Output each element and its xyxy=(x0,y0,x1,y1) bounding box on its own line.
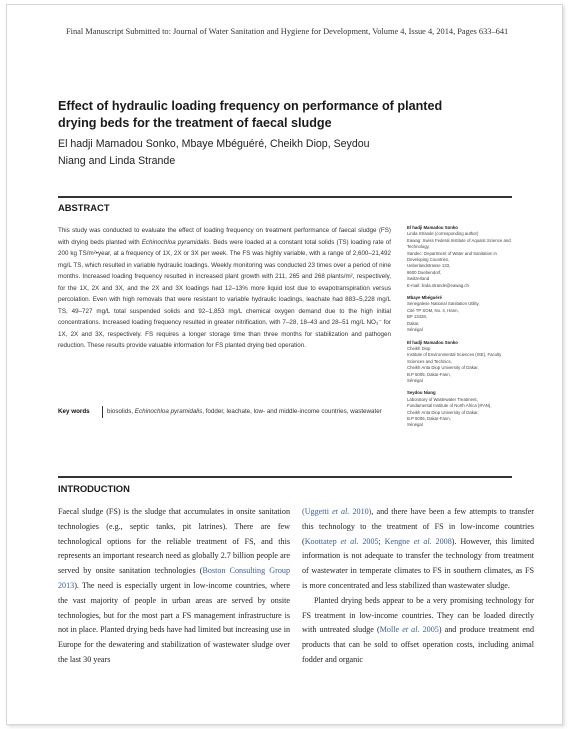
intro-paragraph xyxy=(302,505,534,594)
introduction-rule xyxy=(58,476,512,478)
intro-text: Faecal sludge (FS) is the sludge that accumulates in onsite sanitation technologies (e.g., septic tanks, pit latrines). There are few technological options for the reliable treatment of FS, and this represents an important research need as globally 2.7 billion people are served by onsite sanitation technologies ( xyxy=(58,507,290,576)
affiliation-line: Senegalese National Sanitation Utility, xyxy=(407,301,480,307)
affiliation-block xyxy=(407,295,512,333)
affiliation-line: Institute of Environmental Sciences (ISE), Faculty Sciences and Technics, xyxy=(407,352,502,364)
affiliation-line: Dakar, xyxy=(407,320,420,326)
affiliation-line: Sénégal xyxy=(407,422,423,428)
citation-link[interactable] xyxy=(302,507,371,516)
article-title: Effect of hydraulic loading frequency on performance of planted drying beds for the treatment of faecal sludge xyxy=(58,99,443,130)
keywords-text xyxy=(102,406,397,418)
intro-text: , and there have been a few attempts to transfer this technology to the treatment of FS in low-income countries ( xyxy=(302,507,534,546)
abstract-body xyxy=(58,225,391,352)
affiliation-name: Mbaye Mbéguéré xyxy=(407,295,442,301)
affiliation-line: Ueberlandstrasse 133, xyxy=(407,263,451,269)
citation-author: Kengne xyxy=(384,536,414,546)
keywords-species: Echinochloa pyramidalis xyxy=(134,408,203,415)
affiliation-line: Cheikh Anta Diop University of Dakar, xyxy=(407,409,479,415)
affiliation-line: Linda Strande (corresponding author) xyxy=(407,231,479,237)
citation-year: 2005 xyxy=(358,536,379,546)
citation-separator: ; xyxy=(378,536,385,546)
affiliation-line: Cheikh Diop xyxy=(407,345,431,351)
intro-text: ) and produce treatment end products that can be sold to offset operation costs, including animal fodder and organic xyxy=(302,625,535,664)
keywords-text-1: biosolids, xyxy=(107,408,135,415)
affiliation-line: Cité TP SOM, No. 4, Hann, xyxy=(407,307,459,313)
affiliation-line: Sénégal xyxy=(407,327,423,333)
affiliation-line: B.P 5005, Dakar-Fann, xyxy=(407,371,451,377)
affiliation-line: Switzerland xyxy=(407,276,430,282)
keywords-label: Key words xyxy=(58,408,90,415)
intro-text: ). However, this limited information is not adequate to transfer the technology from treatment of wastewater in temperate climates to FS in southern climates, as FS is more concentrated and less stabilized than wastewater sludge. xyxy=(302,536,535,590)
affiliation-block xyxy=(407,340,512,385)
intro-paragraph xyxy=(302,594,534,668)
affiliation-line: 8600 Duebendorf, xyxy=(407,269,442,275)
citation-year: 2005 xyxy=(419,625,439,635)
affiliation-block xyxy=(407,225,512,289)
citation-link[interactable] xyxy=(305,537,379,546)
affiliation-line: Eawag: Swiss Federal Institute of Aquatic Science and Technology, xyxy=(407,237,511,250)
affiliation-name: El hadji Mamadou Sonko xyxy=(407,225,458,230)
affiliation-line: Fundamental Institute of North Africa (IFAN), xyxy=(407,403,492,409)
citation-author: (Uggetti xyxy=(302,507,333,516)
intro-text: ). The need is especially urgent in low-income countries, where the vast majority of people in urban areas are served by onsite technologies, but for the most part a FS management infrastructure is not in place. Planted drying beds have had limited but increasing use in Europe for the dewatering and stabilization of wastewater sludge over the last 30 years xyxy=(58,580,290,664)
citation-etal: et al. xyxy=(340,536,359,546)
affiliation-line: Laboratory of Wastewater Treatment, xyxy=(407,396,478,402)
running-header: Final Manuscript Submitted to: Journal of Water Sanitation and Hygiene for Development, Volume 4, Issue 4, 2014, Pages 633–641 xyxy=(66,27,509,36)
affiliation-name: El hadji Mamadou Sonko xyxy=(407,339,458,345)
citation-author: Koottatep xyxy=(304,536,341,546)
intro-text: Planted drying beds appear to be a very promising technology for FS treatment in low-income countries. They can be loaded directly with untreated sludge ( xyxy=(302,595,534,635)
affiliation-line: Sandec: Department of Water and Sanitation in Developing Countries, xyxy=(407,250,497,263)
abstract-text-1: This study was conducted to evaluate the effect of loading frequency on treatment performance of faecal sludge (FS) with drying beds planted with xyxy=(58,227,391,246)
citation-link[interactable] xyxy=(380,625,439,634)
citation-year: 2010) xyxy=(349,507,372,516)
citation-etal: et al. xyxy=(402,625,420,635)
abstract-text-2: . Beds were loaded at a constant total solids (TS) loading rate of 200 kg TS/m²•year, at a frequency of 1X, 2X or 3X per week. The FS was highly variable, with a range of 2,600–21,492 mg/L TS, which resulted in variable hydraulic loadings. Weekly monitoring was conducted 23 times over a period of nine months. Increased loading frequency resulted in increased plant growth with 211, 265 and 268 plants/m², respectively, for the 1X, 2X and 3X, and the 2X and 3X loadings had 12–13% more liquid lost due to evapotranspiration versus percolation. Even with high removals that were resistant to variable hydraulic loadings, leachate had 883–5,228 mg/L TS, 49–727 mg/L total suspended solids and 92–1,853 mg/L chemical oxygen demand due to the high initial concentrations. Increased loading frequency resulted in greater nitrification, with 7–28, 18–43 and 28–51 mg/L NO₃⁻ for 1X, 2X and 3X, respectively. FS requires a longer storage time than three months for stabilization and pathogen reduction. These results provide valuable information for FS planted drying bed operation. xyxy=(58,238,391,349)
affiliation-block xyxy=(407,390,512,428)
intro-left-column xyxy=(58,505,290,668)
citation-etal: et al. xyxy=(332,507,350,516)
affiliation-line: Sénégal xyxy=(407,377,423,383)
abstract-heading: ABSTRACT xyxy=(58,202,110,213)
abstract-species: Echinochloa pyramidalis xyxy=(141,238,210,246)
citation-author: Molle xyxy=(379,625,403,635)
citation-link[interactable]: Boston Consulting Group 2013 xyxy=(58,566,290,590)
citation-etal: et al. xyxy=(413,536,432,546)
intro-paragraph xyxy=(58,505,290,668)
citation-link[interactable] xyxy=(385,537,452,546)
intro-right-column xyxy=(302,505,534,668)
keywords-text-2: , fodder, leachate, low- and middle-income countries, wastewater xyxy=(202,408,382,415)
affiliation-name: Seydou Niang xyxy=(407,390,436,396)
affiliation-line: BP 13428, xyxy=(407,314,427,320)
author-list: El hadji Mamadou Sonko, Mbaye Mbéguéré, Cheikh Diop, Seydou Niang and Linda Strande xyxy=(58,138,370,167)
abstract-rule xyxy=(58,196,512,198)
affiliation-line: B.P 5005, Dakar-Fann, xyxy=(407,415,451,421)
affiliations xyxy=(407,225,512,435)
affiliation-email: E-mail: linda.strande@eawag.ch xyxy=(407,282,469,288)
affiliation-line: Cheikh Anta Diop University of Dakar, xyxy=(407,365,479,371)
introduction-heading: INTRODUCTION xyxy=(58,483,130,494)
citation-year: 2008 xyxy=(431,536,452,546)
